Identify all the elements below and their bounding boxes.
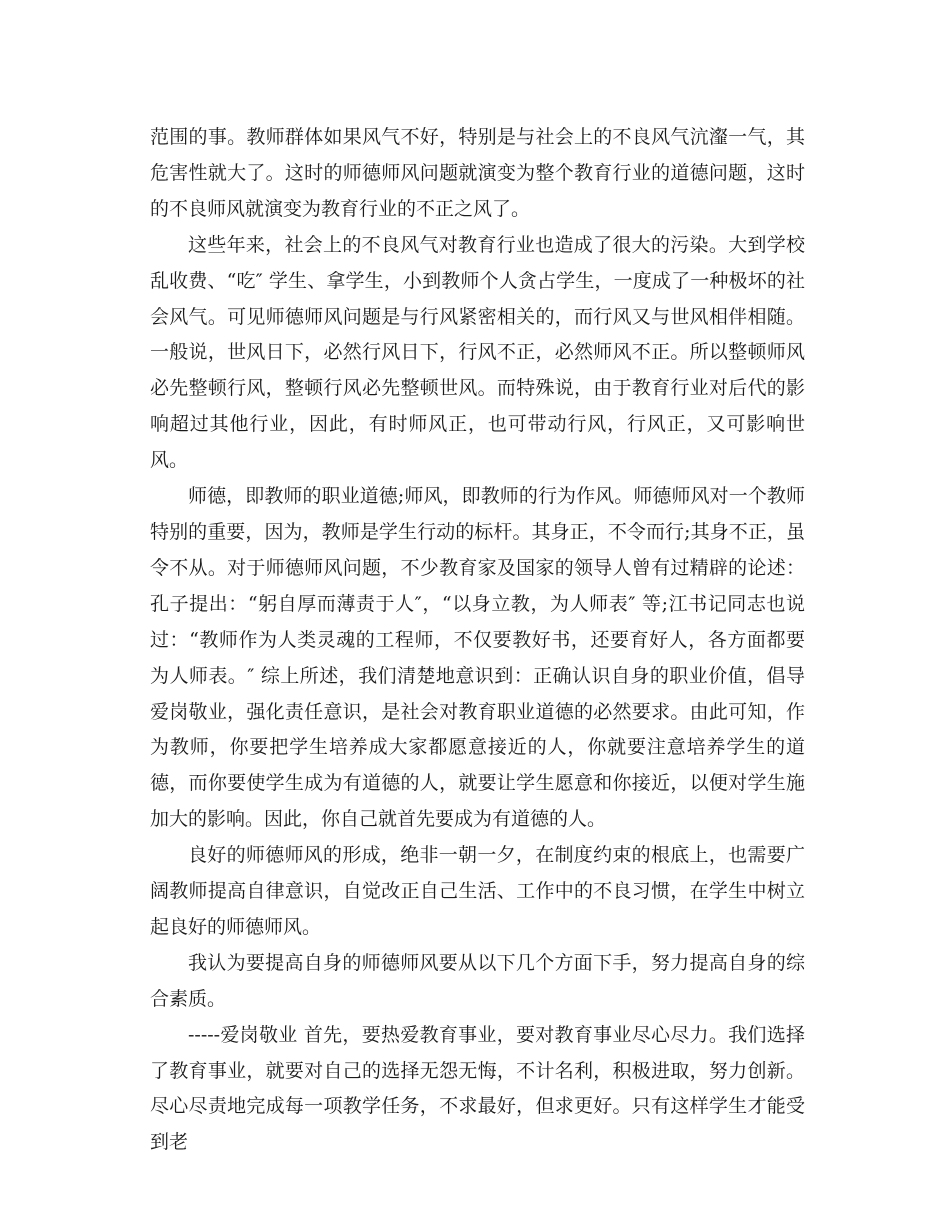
- paragraph-improvement-intro: 我认为要提高自身的师德师风要从以下几个方面下手，努力提高自身的综合素质。: [150, 951, 805, 1010]
- paragraph-self-discipline: 良好的师德师风的形成，绝非一朝一夕，在制度约束的根底上，也需要广阔教师提高自律意识，自觉改正自己生活、工作中的不良习惯，在学生中树立起良好的师德师风。: [150, 844, 805, 938]
- paragraph-dedication: -----爱岗敬业 首先，要热爱教育事业，要对教育事业尽心尽力。我们选择了教育事业，就要对自己的选择无怨无悔，不计名利，积极进取，努力创新。尽心尽责地完成每一项教学任务，不求最好，但求更好。只有这样学生才能受到老: [150, 1023, 805, 1154]
- paragraph-continuation: 范围的事。教师群体如果风气不好，特别是与社会上的不良风气沆瀣一气，其危害性就大了。这时的师德师风问题就演变为整个教育行业的道德问题，这时的不良师风就演变为教育行业的不正之风了。: [150, 126, 805, 220]
- document-body: [150, 120, 805, 1161]
- paragraph-social-influence: 这些年来，社会上的不良风气对教育行业也造成了很大的污染。大到学校乱收费、“吃″ 学生、拿学生，小到教师个人贪占学生，一度成了一种极坏的社会风气。可见师德师风问题是与行风紧密相关的，而行风又与世风相伴相随。一般说，世风日下，必然行风日下，行风不正，必然师风不正。所以整顿师风必先整顿行风，整顿行风必先整顿世风。而特殊说，由于教育行业对后代的影响超过其他行业，因此，有时师风正，也可带动行风，行风正，又可影响世风。: [150, 233, 805, 472]
- paragraph-teacher-ethics-definition: 师德，即教师的职业道德;师风，即教师的行为作风。师德师风对一个教师特别的重要，因为，教师是学生行动的标杆。其身正，不令而行;其身不正，虽令不从。对于师德师风问题，不少教育家及国家的领导人曾有过精辟的论述：孔子提出：“躬自厚而薄责于人″，“以身立教，为人师表″ 等;江书记同志也说过：“教师作为人类灵魂的工程师，不仅要教好书，还要育好人，各方面都要为人师表。″ 综上所述，我们清楚地意识到：正确认识自身的职业价值，倡导爱岗敬业，强化责任意识，是社会对教育职业道德的必然要求。由此可知，作为教师，你要把学生培养成大家都愿意接近的人，你就要注意培养学生的道德，而你要使学生成为有道德的人，就要让学生愿意和你接近，以便对学生施加大的影响。因此，你自己就首先要成为有道德的人。: [150, 485, 805, 831]
